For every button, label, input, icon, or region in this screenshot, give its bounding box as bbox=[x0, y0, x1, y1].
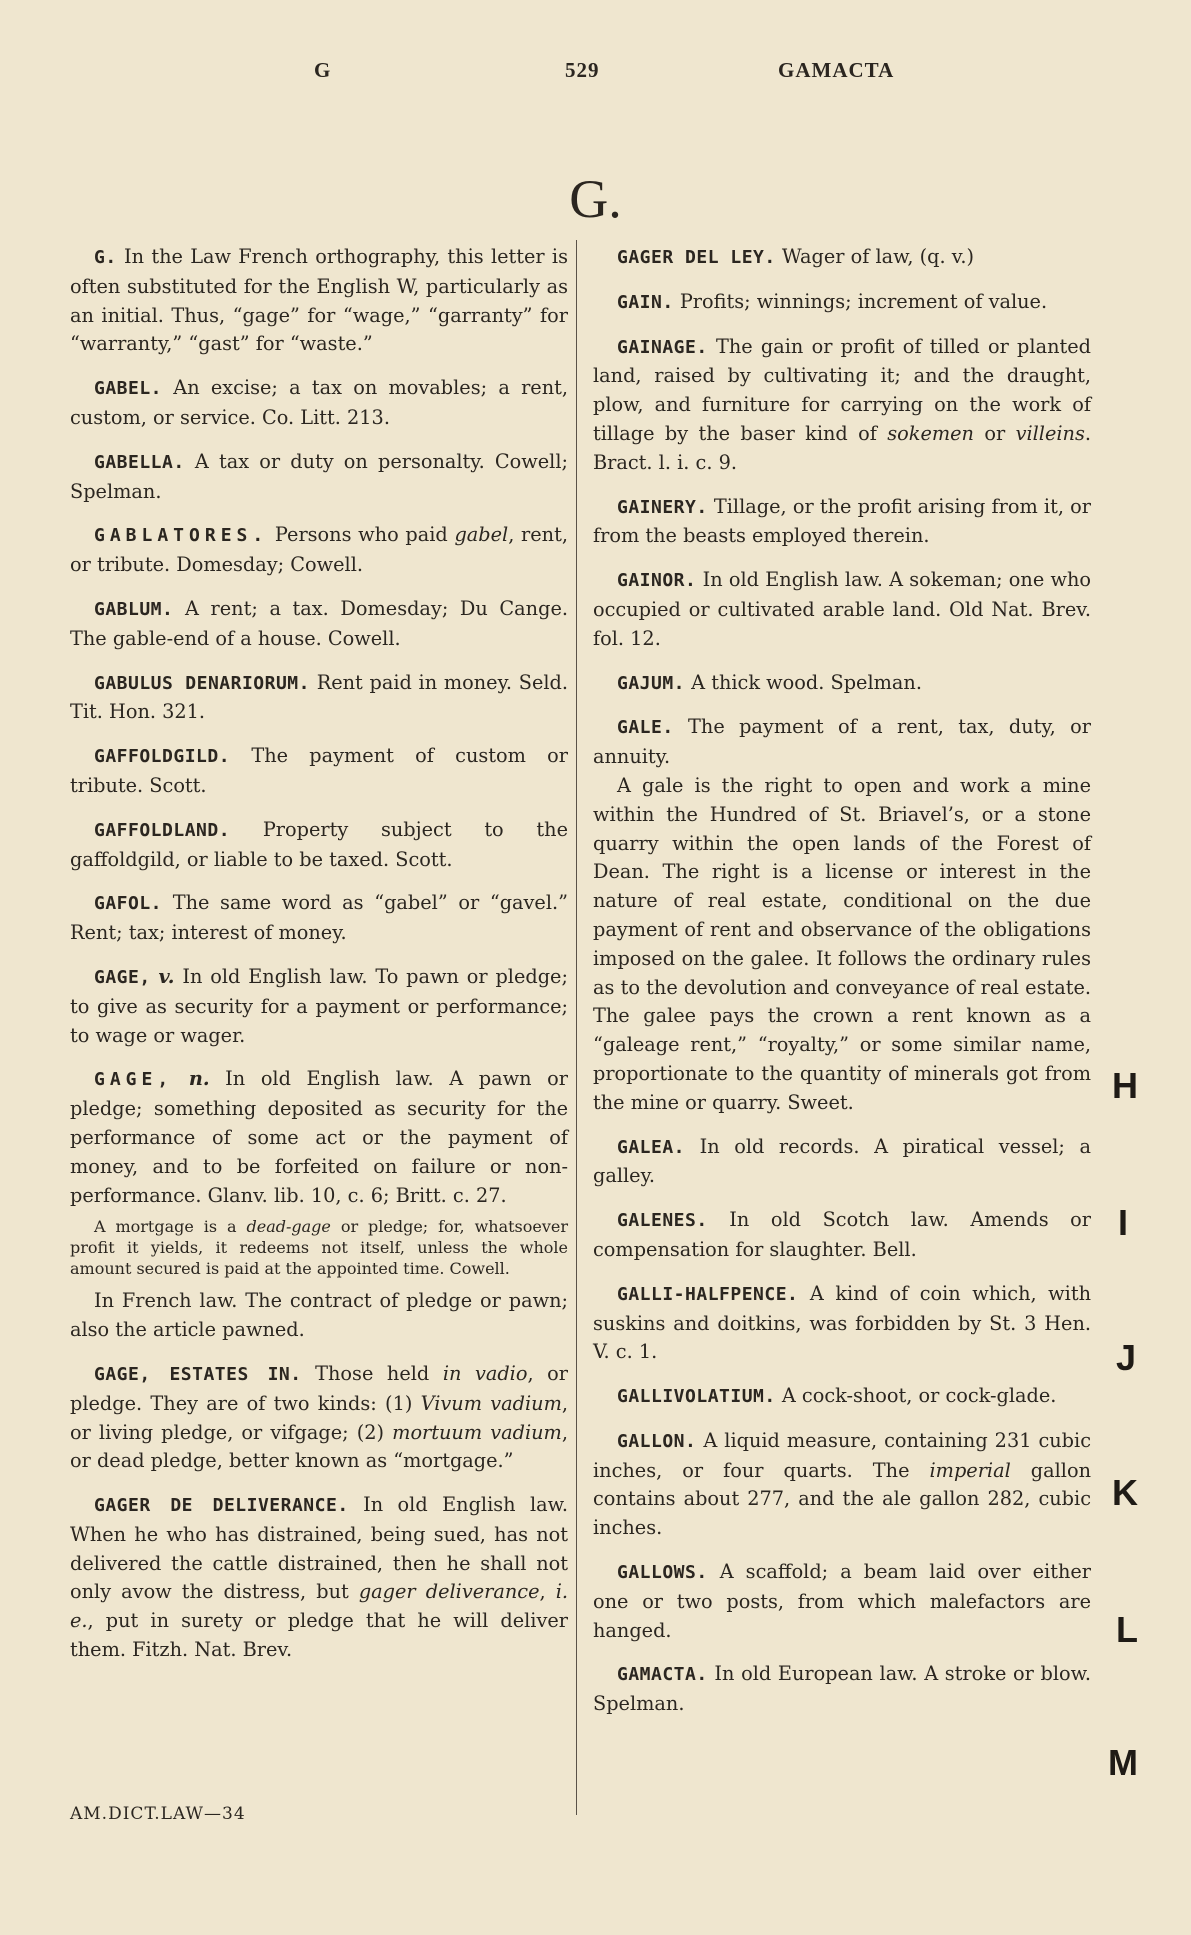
entry-gallon: GALLON. A liquid measure, containing 231 cubic inches, or four quarts. The imperial gallon contains about 277, and the ale gallon 282, cubic inches. bbox=[593, 1428, 1091, 1540]
thumb-tab-j[interactable]: J bbox=[1116, 1337, 1137, 1378]
header-guide-word: GAMACTA bbox=[778, 58, 895, 82]
entry-gage-french-law: In French law. The contract of pledge or pawn; also the article pawned. bbox=[70, 1289, 568, 1342]
headword: GAGE, bbox=[94, 1069, 174, 1091]
headword: G. bbox=[94, 247, 117, 268]
entry-gage-estates-in: GAGE, ESTATES IN. Those held in vadio, or pledge. They are of two kinds: (1) Vivum vadium, or living pledge, or vifgage; (2) mortuum vadium, or dead pledge, better known as “mortgage.” bbox=[70, 1361, 569, 1473]
definition: Persons who paid bbox=[274, 523, 455, 547]
entry-gaffoldland bbox=[70, 816, 568, 875]
headword: GALE. bbox=[617, 717, 674, 739]
entry-galea bbox=[593, 1133, 1091, 1192]
definition: A cock-shoot, or cock-glade. bbox=[781, 1384, 1057, 1408]
headword: GAMACTA. bbox=[617, 1664, 708, 1686]
definition: In old records. A piratical vessel; a galley. bbox=[593, 1134, 1091, 1188]
definition: Tillage, or the profit arising from it, or from the beasts employed therein. bbox=[593, 494, 1091, 548]
definition: A thick wood. Spelman. bbox=[691, 670, 922, 694]
thumb-tab-m[interactable]: M bbox=[1108, 1742, 1138, 1783]
definition: A scaffold; a beam laid over either one or two posts, from which malefactors are hanged. bbox=[593, 1560, 1091, 1642]
definition: , rent, or tribute. Domesday; Cowell. bbox=[70, 523, 568, 577]
definition: In old English law. A sokeman; one who occupied or cultivated arable land. Old Nat. Brev. fol. 12. bbox=[593, 568, 1091, 650]
entry-g bbox=[70, 243, 568, 359]
signature-mark: AM.DICT.LAW—34 bbox=[70, 1804, 246, 1824]
entry-gage-noun bbox=[70, 1065, 568, 1210]
entry-gager-de-deliverance: GAGER DE DELIVERANCE. In old English law. When he who has distrained, being sued, has not delivered the cattle distrained, then he shall not only avow the distress, but gager deliverance, i. e., put in surety or pledge that he will deliver them. Fitzh. Nat. Brev. bbox=[70, 1493, 569, 1662]
right-column bbox=[593, 243, 1091, 1734]
note-italic: dead-gage bbox=[246, 1217, 331, 1237]
headword: GAINAGE. bbox=[617, 336, 708, 358]
entry-gamacta bbox=[593, 1660, 1091, 1719]
headword: GALEA. bbox=[617, 1136, 686, 1158]
definition: In old Scotch law. Amends or compensation for slaughter. Bell. bbox=[593, 1208, 1091, 1261]
definition: An excise; a tax on movables; a rent, custom, or service. Co. Litt. 213. bbox=[70, 376, 568, 429]
entry-gabella bbox=[70, 448, 568, 507]
headword: GAJUM. bbox=[617, 672, 686, 694]
entry-gale-continued: A gale is the right to open and work a mine within the Hundred of St. Briavel’s, or a stone quarry within the open lands of the Forest of Dean. The right is a license or interest in the nature of real estate, conditional on the due payment of rent and observance of the obligations imposed on the galee. It follows the ordinary rules as to the devolution and conveyance of real estate. The galee pays the crown a rent known as a “galeage rent,” “royalty,” or some similar name, proportionate to the quantity of minerals got from the mine or quarry. Sweet. bbox=[593, 773, 1091, 1114]
entry-gablatores bbox=[70, 521, 568, 580]
headword: GAGER DE DELIVERANCE. bbox=[94, 1495, 349, 1517]
headword: GALENES. bbox=[617, 1210, 708, 1232]
entry-gaffoldgild bbox=[70, 742, 568, 801]
headword: GALLIVOLATIUM. bbox=[617, 1386, 776, 1408]
definition: Wager of law, (q. v.) bbox=[781, 245, 974, 268]
entry-gabulus-denariorum bbox=[70, 669, 568, 728]
definition: A rent; a tax. Domesday; Du Cange. The gable-end of a house. Cowell. bbox=[70, 596, 568, 650]
headword: GAINERY. bbox=[617, 496, 708, 518]
entry-gage-verb bbox=[70, 963, 568, 1050]
headword: GABULUS DENARIORUM. bbox=[94, 672, 310, 694]
headword: GAINOR. bbox=[617, 570, 697, 592]
definition: Rent paid in money. Seld. Tit. Hon. 321. bbox=[70, 670, 568, 724]
entry-gale bbox=[593, 713, 1091, 772]
headword: GAGE, ESTATES IN. bbox=[94, 1363, 302, 1385]
definition: The same word as “gabel” or “gavel.” Rent; tax; interest of money. bbox=[70, 891, 568, 945]
thumb-tab-h[interactable]: H bbox=[1112, 1065, 1138, 1106]
left-column bbox=[70, 243, 568, 1680]
entry-gainery bbox=[593, 493, 1091, 552]
definition: Profits; winnings; increment of value. bbox=[679, 289, 1048, 313]
thumb-tab-k[interactable]: K bbox=[1112, 1472, 1138, 1513]
headword: GAFFOLDGILD. bbox=[94, 746, 231, 768]
entry-galli-halfpence bbox=[593, 1280, 1091, 1367]
entry-gabel bbox=[70, 374, 568, 433]
page-number: 529 bbox=[565, 58, 600, 82]
headword: GABLATORES. bbox=[94, 525, 269, 547]
headword: GALLON. bbox=[617, 1430, 697, 1452]
definition: In old English law. A pawn or pledge; something deposited as security for the performance of some act or the payment of money, and to be forfeited on failure or non-performance. Glanv. lib. 10, c. 6; Britt. c. 27. bbox=[70, 1067, 568, 1207]
headword: GAGE, bbox=[94, 966, 151, 988]
thumb-tab-l[interactable]: L bbox=[1116, 1609, 1138, 1650]
definition: In the Law French orthography, this letter is often substituted for the English W, particularly as an initial. Thus, “gage” for “wage,” “garranty” for “warranty,” “gast” for “waste.” bbox=[70, 245, 568, 356]
part-of-speech: v. bbox=[158, 964, 175, 988]
entry-gager-del-ley bbox=[593, 243, 1091, 273]
headword: GABEL. bbox=[94, 378, 163, 400]
definition: Property subject to the gaffoldgild, or liable to be taxed. Scott. bbox=[70, 817, 568, 871]
headword: GABELLA. bbox=[94, 451, 185, 473]
section-letter: G. bbox=[569, 169, 622, 229]
entry-gainor bbox=[593, 566, 1091, 653]
thumb-tab-i[interactable]: I bbox=[1118, 1202, 1129, 1243]
entry-gallows bbox=[593, 1558, 1091, 1645]
entry-gainage: GAINAGE. The gain or profit of tilled or planted land, raised by cultivating it; and the draught, plow, and furniture for carrying on the work of tillage by the baser kind of sokemen or villeins. Bract. l. i. c. 9. bbox=[593, 334, 1091, 474]
headword: GAFOL. bbox=[94, 893, 163, 915]
headword: GALLOWS. bbox=[617, 1562, 708, 1584]
header-guide-letter: G bbox=[314, 58, 332, 82]
definition: In old English law. To pawn or pledge; to give as security for a payment or performance; to wage or wager. bbox=[70, 964, 568, 1047]
definition: The payment of custom or tribute. Scott. bbox=[70, 744, 568, 797]
part-of-speech: n. bbox=[188, 1067, 210, 1091]
definition-italic: gabel bbox=[454, 523, 509, 547]
running-header bbox=[0, 58, 1191, 88]
headword: GALLI-HALFPENCE. bbox=[617, 1283, 799, 1305]
entry-note-gage: A mortgage is a dead-gage or pledge; for, whatsoever profit it yields, it redeems not itself, unless the whole amount secured is paid at the appointed time. Cowell. bbox=[70, 1217, 569, 1279]
headword: GAGER DEL LEY. bbox=[617, 247, 776, 268]
entry-gallivolatium bbox=[593, 1382, 1091, 1412]
entry-gafol bbox=[70, 889, 568, 948]
entry-gablum bbox=[70, 595, 568, 654]
definition: A tax or duty on personalty. Cowell; Spelman. bbox=[70, 449, 568, 503]
headword: GAFFOLDLAND. bbox=[94, 819, 231, 841]
entry-gajum bbox=[593, 669, 1091, 699]
entry-gain bbox=[593, 288, 1091, 318]
headword: GAIN. bbox=[617, 291, 674, 313]
definition: A kind of coin which, with suskins and doitkins, was forbidden by St. 3 Hen. V. c. 1. bbox=[593, 1281, 1091, 1364]
entry-galenes bbox=[593, 1206, 1091, 1265]
column-divider bbox=[576, 240, 577, 1815]
definition: The payment of a rent, tax, duty, or annuity. bbox=[593, 715, 1091, 769]
definition: In old European law. A stroke or blow. Spelman. bbox=[593, 1662, 1091, 1716]
headword: GABLUM. bbox=[94, 598, 174, 620]
